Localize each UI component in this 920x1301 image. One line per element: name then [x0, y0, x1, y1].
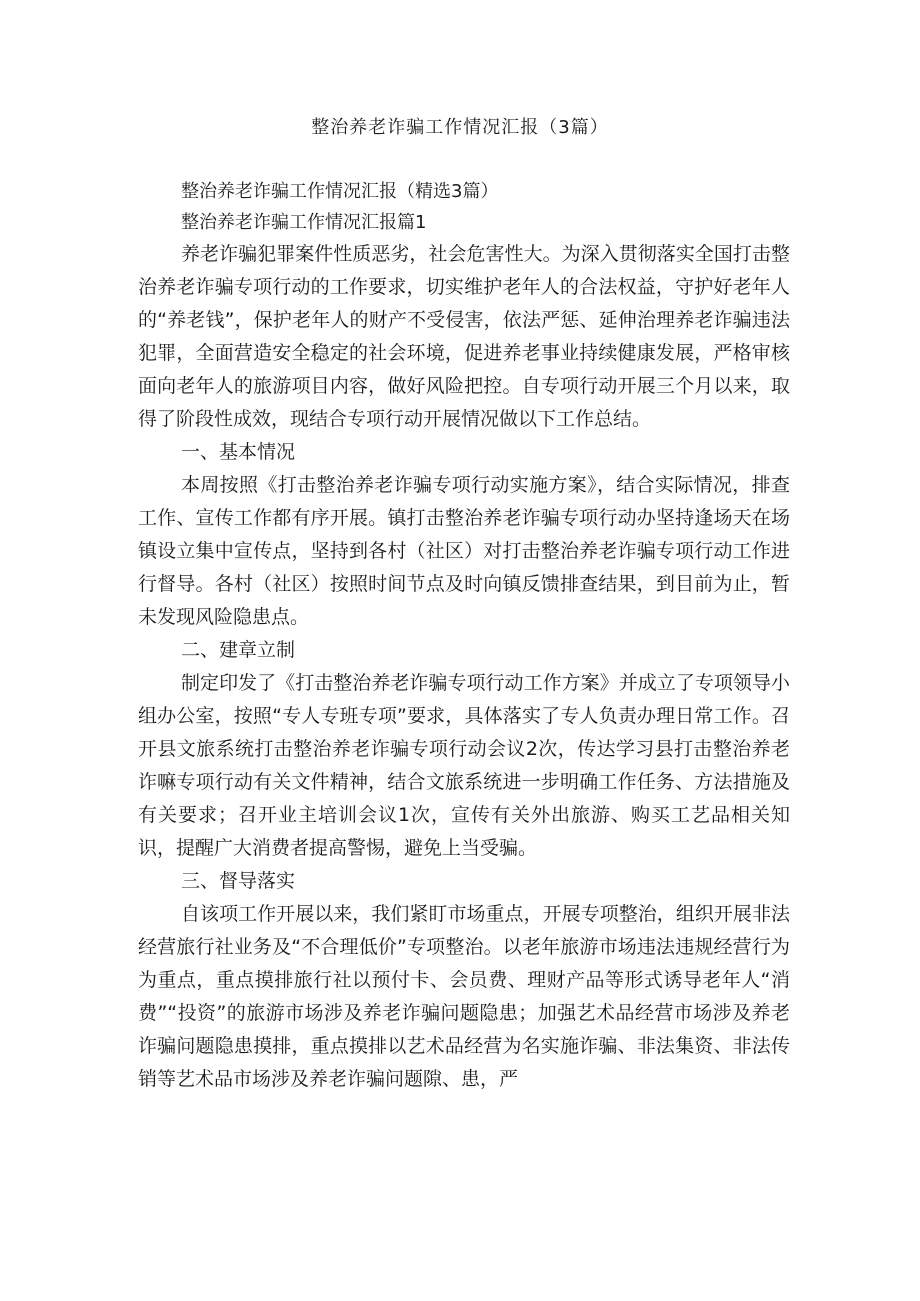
- section-heading-supervision: 三、督导落实: [181, 870, 296, 892]
- document-title: 整治养老诈骗工作情况汇报（3篇）: [311, 117, 609, 138]
- part-title: 整治养老诈骗工作情况汇报篇1: [181, 212, 427, 233]
- section-heading-rules: 二、建章立制: [181, 639, 296, 661]
- section-body-supervision: 自该项工作开展以来，我们紧盯市场重点，开展专项整治，组织开展非法经营旅行社业务及“不合理低价”专项整治。以老年旅游市场违法违规经营行为为重点，重点摸排旅行社以预付卡、会员费、理财产品等形式诱导老年人“消费”“投资”的旅游市场涉及养老诈骗问题隐患；加强艺术品经营市场涉及养老诈骗问题隐患摸排，重点摸排以艺术品经营为名实施诈骗、非法集资、非法传销等艺术品市场涉及养老诈骗问题隙、患，严: [138, 903, 790, 1090]
- section-heading-basic: 一、基本情况: [181, 441, 296, 463]
- section-body-rules: 制定印发了《打击整治养老诈骗专项行动工作方案》并成立了专项领导小组办公室，按照“专人专班专项”要求，具体落实了专人负责办理日常工作。召开县文旅系统打击整治养老诈骗专项行动会议2次，传达学习县打击整治养老诈嘛专项行动有关文件精神，结合文旅系统进一步明确工作任务、方法措施及有关要求；召开业主培训会议1次，宣传有关外出旅游、购买工艺品相关知识，提醒广大消费者提高警惕，避免上当受骗。: [138, 672, 790, 859]
- document-body: [138, 176, 790, 1096]
- intro-paragraph: 养老诈骗犯罪案件性质恶劣，社会危害性大。为深入贯彻落实全国打击整治养老诈骗专项行动的工作要求，切实维护老年人的合法权益，守护好老年人的“养老钱”，保护老年人的财产不受侵害，依法严惩、延伸治理养老诈骗违法犯罪，全面营造安全稳定的社会环境，促进养老事业持续健康发展，严格审核面向老年人的旅游项目内容，做好风险把控。自专项行动开展三个月以来，取得了阶段性成效，现结合专项行动开展情况做以下工作总结。: [138, 243, 790, 430]
- document-subtitle: 整治养老诈骗工作情况汇报（精选3篇）: [181, 181, 499, 202]
- section-body-basic: 本周按照《打击整治养老诈骗专项行动实施方案》，结合实际情况，排查工作、宣传工作都有序开展。镇打击整治养老诈骗专项行动办坚持逢场天在场镇设立集中宣传点，坚持到各村（社区）对打击整治养老诈骗专项行动工作进行督导。各村（社区）按照时间节点及时向镇反馈排查结果，到目前为止，暂未发现风险隐患点。: [138, 474, 790, 628]
